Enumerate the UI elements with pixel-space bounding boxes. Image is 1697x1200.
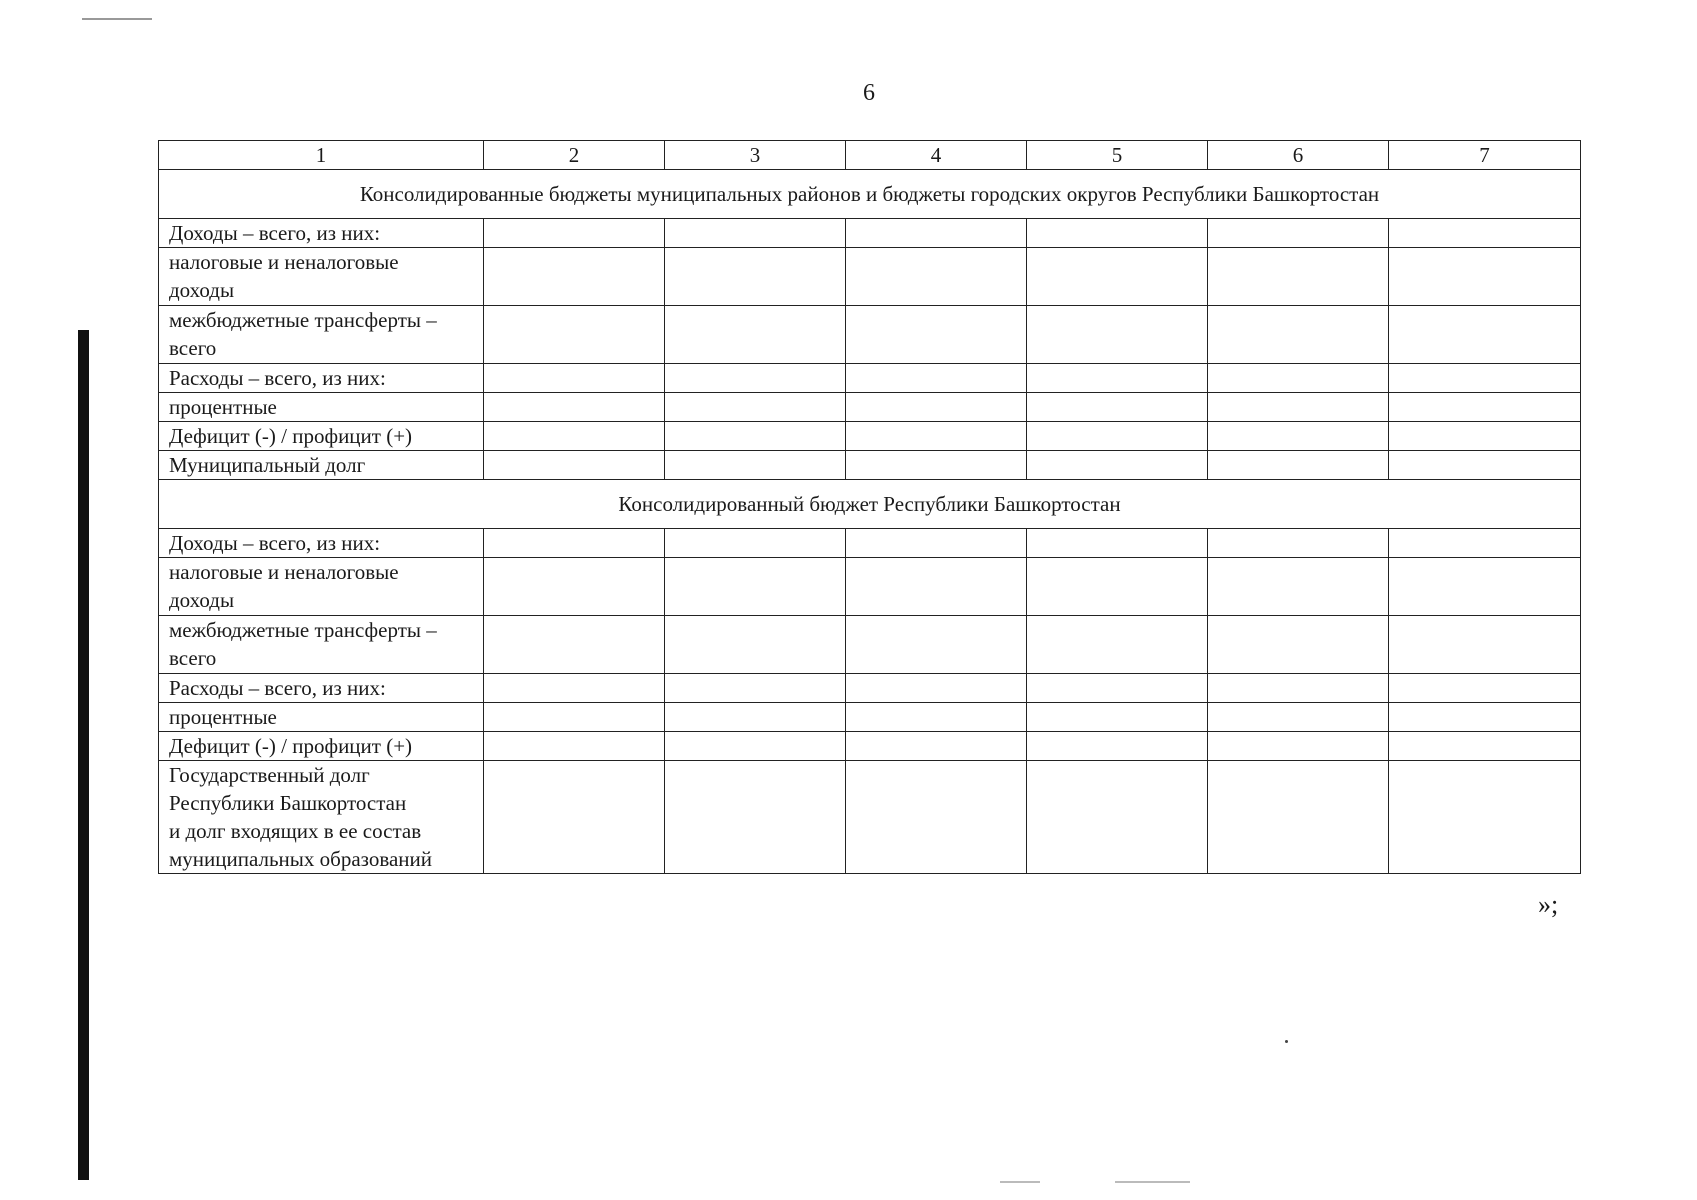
empty-cell [665,558,846,616]
row-label: Муниципальный долг [159,451,484,480]
empty-cell [846,674,1027,703]
column-header: 1 [159,141,484,170]
empty-cell [846,451,1027,480]
empty-cell [1208,451,1389,480]
empty-cell [1389,558,1581,616]
empty-cell [665,529,846,558]
empty-cell [1208,732,1389,761]
empty-cell [846,393,1027,422]
table-row [159,248,1581,306]
table-row [159,616,1581,674]
empty-cell [846,761,1027,874]
empty-cell [1027,558,1208,616]
table-row [159,732,1581,761]
empty-cell [665,219,846,248]
empty-cell [484,616,665,674]
column-header: 7 [1389,141,1581,170]
empty-cell [846,248,1027,306]
column-header: 4 [846,141,1027,170]
empty-cell [846,616,1027,674]
empty-cell [1027,616,1208,674]
empty-cell [484,761,665,874]
empty-cell [1027,761,1208,874]
empty-cell [484,248,665,306]
table-row [159,219,1581,248]
row-label: Дефицит (-) / профицит (+) [159,422,484,451]
empty-cell [1208,558,1389,616]
column-header: 5 [1027,141,1208,170]
empty-cell [1389,616,1581,674]
empty-cell [1208,393,1389,422]
empty-cell [484,393,665,422]
row-label: Доходы – всего, из них: [159,529,484,558]
empty-cell [484,558,665,616]
section-title: Консолидированный бюджет Республики Башкортостан [159,480,1581,529]
column-header: 3 [665,141,846,170]
empty-cell [1389,761,1581,874]
empty-cell [484,422,665,451]
closing-quote-mark: »; [1538,890,1559,919]
section-title-row [159,170,1581,219]
empty-cell [1027,703,1208,732]
empty-cell [1208,306,1389,364]
empty-cell [846,703,1027,732]
empty-cell [1027,219,1208,248]
empty-cell [1027,248,1208,306]
empty-cell [1208,674,1389,703]
empty-cell [1389,219,1581,248]
empty-cell [1208,219,1389,248]
empty-cell [1027,422,1208,451]
budget-table [158,140,1581,874]
empty-cell [1027,529,1208,558]
empty-cell [1208,529,1389,558]
table-row [159,558,1581,616]
scan-artifact-line [82,18,152,20]
empty-cell [1027,732,1208,761]
empty-cell [484,451,665,480]
empty-cell [665,364,846,393]
empty-cell [1389,451,1581,480]
empty-cell [1389,674,1581,703]
table-row [159,364,1581,393]
column-header: 6 [1208,141,1389,170]
scan-artifact-line [1000,1181,1040,1183]
empty-cell [665,306,846,364]
row-label: процентные [159,703,484,732]
empty-cell [1027,451,1208,480]
empty-cell [665,674,846,703]
empty-cell [1027,674,1208,703]
empty-cell [484,529,665,558]
scan-speck [1285,1040,1288,1043]
empty-cell [1389,529,1581,558]
scan-artifact-edge [78,330,89,1180]
empty-cell [665,703,846,732]
section-title: Консолидированные бюджеты муниципальных районов и бюджеты городских округов Республики Башкортостан [159,170,1581,219]
empty-cell [846,306,1027,364]
row-label: налоговые и неналоговые доходы [159,248,484,306]
scan-artifact-line [1115,1181,1190,1183]
empty-cell [1208,248,1389,306]
empty-cell [1208,703,1389,732]
row-label: межбюджетные трансферты – всего [159,306,484,364]
empty-cell [846,364,1027,393]
empty-cell [1389,364,1581,393]
empty-cell [484,306,665,364]
empty-cell [665,761,846,874]
empty-cell [1389,306,1581,364]
empty-cell [1208,761,1389,874]
table-row [159,451,1581,480]
empty-cell [665,616,846,674]
row-label: налоговые и неналоговые доходы [159,558,484,616]
empty-cell [484,732,665,761]
empty-cell [1208,616,1389,674]
table-row [159,422,1581,451]
empty-cell [1208,422,1389,451]
row-label: Расходы – всего, из них: [159,364,484,393]
empty-cell [1389,422,1581,451]
empty-cell [1389,732,1581,761]
row-label: Расходы – всего, из них: [159,674,484,703]
empty-cell [1208,364,1389,393]
row-label: Доходы – всего, из них: [159,219,484,248]
empty-cell [1027,393,1208,422]
empty-cell [1389,703,1581,732]
empty-cell [484,364,665,393]
table-row [159,529,1581,558]
empty-cell [484,219,665,248]
table-row [159,703,1581,732]
empty-cell [1389,393,1581,422]
section-title-row [159,480,1581,529]
empty-cell [665,393,846,422]
row-label: Дефицит (-) / профицит (+) [159,732,484,761]
empty-cell [846,529,1027,558]
table-row [159,674,1581,703]
empty-cell [846,732,1027,761]
empty-cell [1027,306,1208,364]
empty-cell [665,248,846,306]
column-number-row [159,141,1581,170]
empty-cell [1389,248,1581,306]
empty-cell [1027,364,1208,393]
table-row [159,306,1581,364]
row-label: процентные [159,393,484,422]
page-number: 6 [863,80,875,106]
empty-cell [846,219,1027,248]
row-label: Государственный долг Республики Башкортостан и долг входящих в ее состав муниципальных образований [159,761,484,874]
column-header: 2 [484,141,665,170]
empty-cell [665,422,846,451]
empty-cell [484,703,665,732]
table-row [159,761,1581,874]
row-label: межбюджетные трансферты – всего [159,616,484,674]
empty-cell [665,732,846,761]
empty-cell [846,422,1027,451]
table-row [159,393,1581,422]
empty-cell [484,674,665,703]
empty-cell [665,451,846,480]
empty-cell [846,558,1027,616]
